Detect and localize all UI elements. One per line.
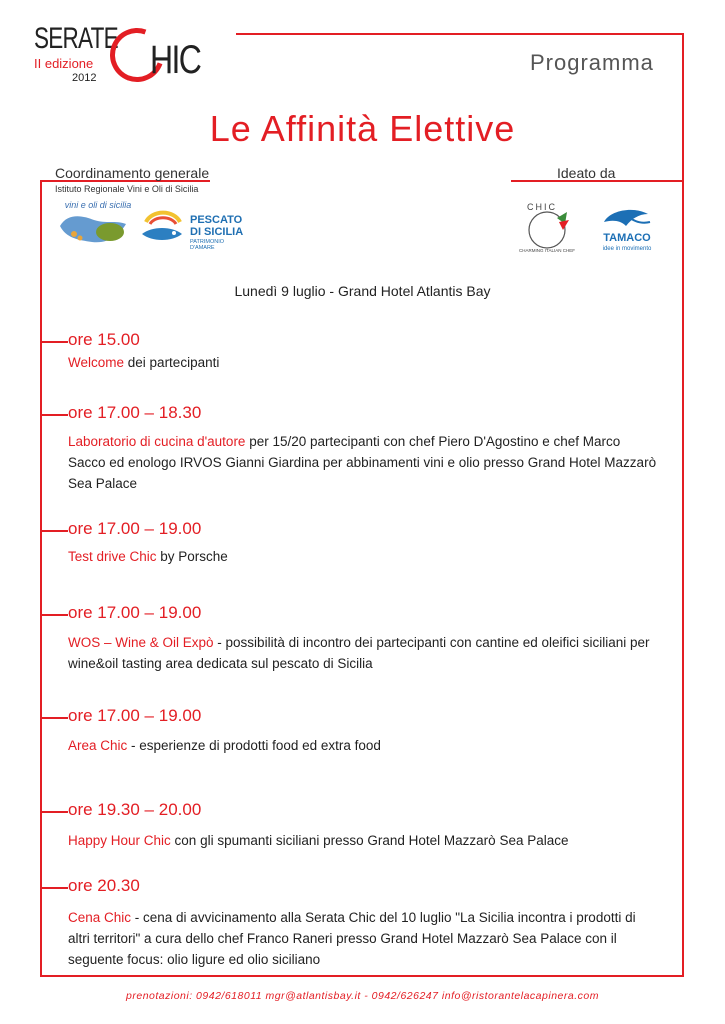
event-time: ore 20.30 <box>68 876 140 895</box>
logo-year-text: 2012 <box>72 72 97 84</box>
event-text: - esperienze di prodotti food ed extra food <box>127 738 381 753</box>
event-tick <box>40 530 68 532</box>
coordinamento-title: Coordinamento generale <box>55 165 210 181</box>
vini-oli-logo <box>54 198 134 254</box>
event-tick <box>40 717 68 719</box>
tamaco-logo-title: TAMACO <box>603 232 651 244</box>
logo-serate-text: SERATE <box>34 22 118 55</box>
event-tick <box>40 614 68 616</box>
pescato-logo-subtitle: DI SICILIA <box>190 226 244 238</box>
frame-right-line-lower <box>682 182 684 976</box>
coordinamento-subtitle: Istituto Regionale Vini e Oli di Sicilia <box>55 184 199 194</box>
event-tick <box>40 887 68 889</box>
event-time: ore 17.00 – 19.00 <box>68 519 202 538</box>
event-highlight: Happy Hour Chic <box>68 833 171 848</box>
event-time: ore 17.00 – 18.30 <box>68 403 202 422</box>
ideato-title: Ideato da <box>557 165 616 181</box>
chic-charming-logo <box>517 198 577 258</box>
pescato-logo-tag: PATRIMONIO D'AMARE <box>190 239 225 251</box>
event-text: dei partecipanti <box>124 355 220 370</box>
page-title: Le Affinità Elettive <box>209 108 516 149</box>
frame-left-line <box>40 180 42 976</box>
event-description <box>68 431 658 494</box>
event-time: ore 17.00 – 19.00 <box>68 706 202 725</box>
event-highlight: Test drive Chic <box>68 549 157 564</box>
event-date-line: Lunedì 9 luglio - Grand Hotel Atlantis Bay <box>234 283 491 299</box>
event-time: ore 17.00 – 19.00 <box>68 603 202 622</box>
footer-contacts: prenotazioni: 0942/618011 mgr@atlantisbay.it - 0942/626247 info@ristorantelacapinera.com <box>126 990 599 1002</box>
event-highlight: WOS – Wine & Oil Expò <box>68 635 214 650</box>
event-text: - possibilità di incontro dei partecipanti con cantine ed oleifici siciliani per wine&oil tasting area dedicata sul pescato di Sicilia <box>68 635 650 671</box>
section-label: Programma <box>530 50 654 75</box>
pescato-logo <box>138 204 248 254</box>
chic-logo-tag: CHARMING ITALIAN CHEF <box>519 248 575 253</box>
event-highlight: Welcome <box>68 355 125 370</box>
event-description <box>68 735 658 756</box>
event-description <box>68 546 658 567</box>
event-text: per 15/20 partecipanti con chef Piero D'Agostino e chef Marco Sacco ed enologo IRVOS Gianni Giardina per abbinamenti vini e olio presso Grand Hotel Mazzarò Sea Palace <box>68 434 657 491</box>
tamaco-logo-tag: idee in movimento <box>602 246 652 252</box>
tamaco-logo <box>596 204 658 256</box>
event-text: con gli spumanti siciliani presso Grand Hotel Mazzarò Sea Palace <box>170 833 569 848</box>
event-tick <box>40 414 68 416</box>
event-time: ore 15.00 <box>68 330 140 349</box>
event-description <box>68 830 658 851</box>
frame-bottom-line <box>40 975 684 977</box>
event-tick <box>40 811 68 813</box>
event-tick <box>40 341 68 343</box>
event-description <box>68 907 658 970</box>
pescato-logo-title: PESCATO <box>190 214 243 226</box>
event-text: by Porsche <box>156 549 228 564</box>
event-highlight: Area Chic <box>68 738 128 753</box>
event-description <box>68 632 658 674</box>
event-time: ore 19.30 – 20.00 <box>68 800 202 819</box>
event-highlight: Cena Chic <box>68 910 132 925</box>
event-text: - cena di avvicinamento alla Serata Chic del 10 luglio "La Sicilia incontra i prodotti di altri territori" a cura dello chef Franco Raneri presso Grand Hotel Mazzarò Sea Palace con il seguente focus: olio ligure ed olio siciliano <box>68 910 636 967</box>
chic-logo-text: CHIC <box>527 202 557 212</box>
event-highlight: Laboratorio di cucina d'autore <box>68 434 246 449</box>
vini-oli-logo-text: vini e oli di sicilia <box>64 200 132 210</box>
frame-top-line <box>236 33 684 35</box>
logo-edizione-text: II edizione <box>34 56 94 71</box>
logo-hic-text: HIC <box>150 38 201 82</box>
event-description <box>68 352 658 373</box>
